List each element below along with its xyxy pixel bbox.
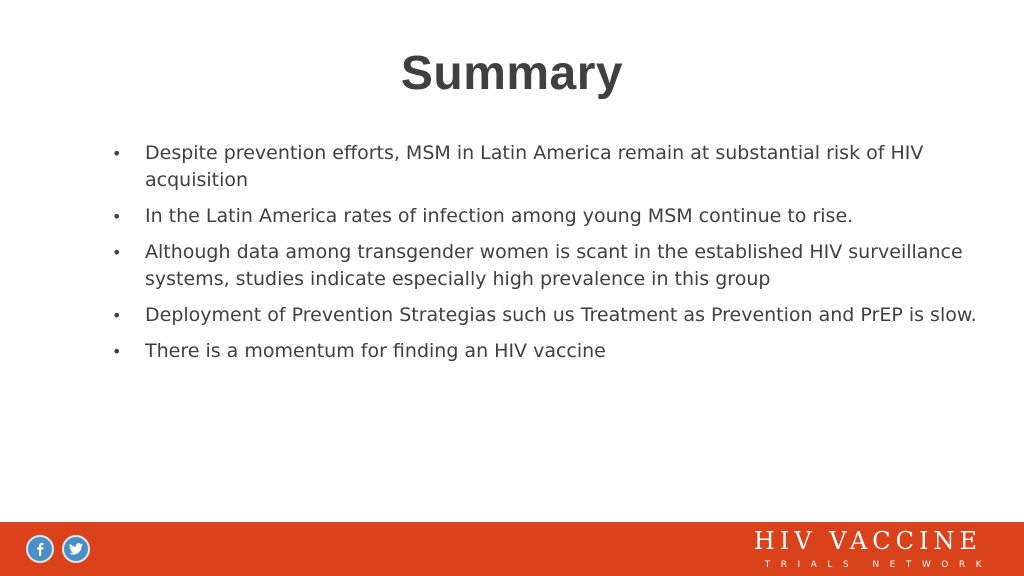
bullet-marker: • — [112, 306, 122, 325]
slide-title: Summary — [400, 47, 624, 100]
bullet-item — [108, 338, 978, 365]
twitter-icon — [69, 543, 83, 555]
bullet-marker: • — [112, 243, 122, 262]
bullet-item — [108, 140, 978, 194]
bullet-marker: • — [112, 342, 122, 361]
bullet-list — [108, 140, 978, 374]
footer-bar — [0, 522, 1024, 576]
twitter-button[interactable] — [62, 535, 90, 563]
bullet-text: Although data among transgender women is scant in the established HIV surveillance systems, studies indicate especially high prevalence in this group — [145, 241, 963, 290]
bullet-text: There is a momentum for finding an HIV vaccine — [145, 340, 606, 362]
bullet-item — [108, 239, 978, 293]
bullet-text: Deployment of Prevention Strategias such us Treatment as Prevention and PrEP is slow. — [145, 304, 977, 326]
bullet-marker: • — [112, 144, 122, 163]
logo-main-text: HIV VACCINE — [753, 527, 982, 555]
bullet-text: Despite prevention efforts, MSM in Latin America remain at substantial risk of HIV acquisition — [145, 142, 924, 191]
facebook-button[interactable] — [26, 535, 54, 563]
bullet-text: In the Latin America rates of infection among young MSM continue to rise. — [145, 205, 854, 227]
bullet-marker: • — [112, 207, 122, 226]
bullet-item — [108, 302, 978, 329]
hvtn-logo — [753, 527, 992, 570]
facebook-icon — [34, 542, 46, 556]
logo-sub-text: TRIALS NETWORK — [764, 560, 992, 570]
bullet-item — [108, 203, 978, 230]
